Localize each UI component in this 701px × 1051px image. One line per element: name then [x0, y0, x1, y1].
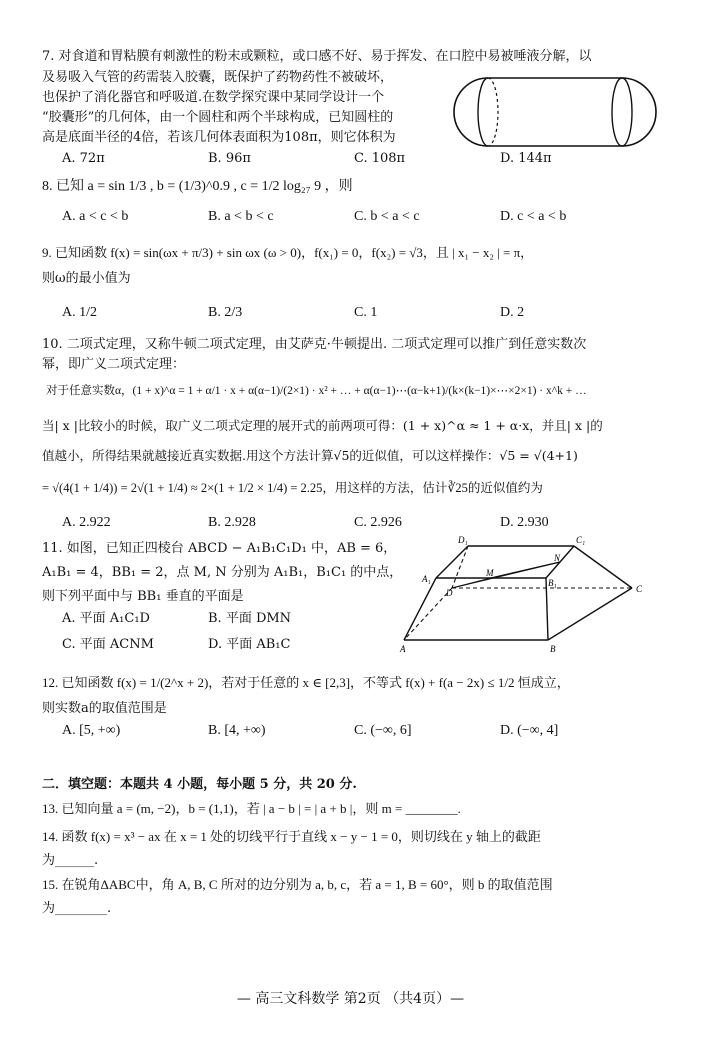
q11-line-2: A₁B₁ = 4，BB₁ = 2，点 M, N 分别为 A₁B₁，B₁C₁ 的中点，	[42, 565, 403, 580]
q11-line-3: 则下列平面中与 BB₁ 垂直的平面是	[42, 589, 244, 604]
label-b1: B₁	[548, 578, 557, 588]
q10-options	[62, 516, 646, 530]
q10-line-1: 10. 二项式定理，又称牛顿二项式定理，由艾萨克·牛顿提出. 二项式定理可以推广到任意实数次	[42, 337, 587, 352]
label-a1: A₁	[422, 574, 431, 584]
q12-option-d: D. (−∞, 4]	[500, 723, 559, 738]
q15-line-1: 15. 在锐角ΔABC中，角 A, B, C 所对的边分别为 a, b, c，若 a = 1, B = 60°，则 b 的取值范围	[42, 877, 553, 892]
section-fill-in-blank-heading: 二．填空题：本题共 4 小题，每小题 5 分，共 20 分.	[42, 777, 357, 792]
q10-option-b: B. 2.928	[208, 515, 256, 530]
q7-options	[62, 152, 646, 165]
q7-option-a: A. 72π	[62, 151, 105, 166]
q10-option-a: A. 2.922	[62, 515, 111, 530]
q9-stem-2: 则ω的最小值为	[42, 271, 131, 286]
q11-options-row-2	[62, 638, 354, 651]
q12-stem: 12. 已知函数 f(x) = 1/(2^x + 2)，若对于任意的 x ∈ [2,3]，不等式 f(x) + f(a − 2x) ≤ 1/2 恒成立，	[42, 675, 570, 690]
q7-line-4: “胶囊形”的几何体，由一个圆柱和两个半球构成，已知圆柱的	[42, 110, 394, 125]
q11-line-1: 11. 如图，已知正四棱台 ABCD − A₁B₁C₁D₁ 中，AB = 6，	[42, 541, 397, 556]
question-13: 13. 已知向量 a = (m, −2)，b = (1,1)，若 | a − b | = | a + b |，则 m = ________.	[42, 801, 461, 816]
q8-option-c: C. b < a < c	[354, 209, 420, 224]
q10-line-6: = √(4(1 + 1/4)) = 2√(1 + 1/4) ≈ 2×(1 + 1/2 × 1/4) = 2.25，用这样的方法，估计∛25的近似值约为	[42, 481, 543, 495]
q8-option-b: B. a < b < c	[208, 209, 274, 224]
q12-option-c: C. (−∞, 6]	[354, 723, 412, 738]
q9-option-a: A. 1/2	[62, 305, 97, 320]
q8-option-a: A. a < c < b	[62, 209, 129, 224]
label-b: B	[550, 644, 556, 654]
q10-option-d: D. 2.930	[500, 515, 549, 530]
q10-line-5: 值越小，所得结果就越接近真实数据.用这个方法计算√5的近似值，可以这样操作：√5 = √(4+1)	[42, 448, 578, 463]
label-c1: C₁	[576, 535, 586, 545]
label-n: N	[554, 553, 561, 563]
label-a: A	[400, 644, 406, 654]
page-footer: — 高三文科数学 第2页 （共4页）—	[236, 991, 465, 1007]
q12-option-a: A. [5, +∞)	[62, 723, 121, 738]
q9-option-d: D. 2	[500, 305, 525, 320]
q11-options-row-1	[62, 612, 354, 625]
q12-option-b: B. [4, +∞)	[208, 723, 266, 738]
q12-stem-2: 则实数a的取值范围是	[42, 701, 167, 716]
q11-option-a: A. 平面 A₁C₁D	[62, 611, 150, 626]
q10-line-4: 当| x |比较小的时候，取广义二项式定理的展开式的前两项可得：(1 + x)^α ≈ 1 + α·x，并且| x |的	[42, 418, 603, 433]
q9-option-c: C. 1	[354, 305, 378, 320]
q7-line-1: 7. 对食道和胃粘膜有刺激性的粉末或颗粒，或口感不好、易于挥发、在口腔中易被唾液分解，以	[42, 49, 592, 64]
q10-line-2: 幂，即广义二项式定理：	[42, 357, 186, 372]
q7-option-d: D. 144π	[500, 151, 552, 166]
label-d: D	[446, 588, 453, 598]
q9-stem: 9. 已知函数 f(x) = sin(ωx + π/3) + sin ωx (ω > 0)，f(x₁) = 0，f(x₂) = √3，且 | x₁ − x₂ | = π，	[42, 245, 534, 260]
q8-option-d: D. c < a < b	[500, 209, 567, 224]
q7-option-b: B. 96π	[208, 151, 251, 166]
q11-option-c: C. 平面 ACNM	[62, 637, 154, 652]
q7-line-2: 及易吸入气管的药需装入胶囊，既保护了药物药性不被破坏，	[42, 70, 394, 85]
q11-option-b: B. 平面 DMN	[208, 611, 292, 626]
frustum-figure	[396, 530, 652, 656]
q15-line-2: 为________.	[42, 901, 112, 916]
label-d1: D₁	[458, 535, 468, 545]
q7-line-3: 也保护了消化器官和呼吸道.在数学探究课中某同学设计一个	[42, 90, 385, 105]
q8-options	[62, 210, 646, 224]
capsule-figure	[450, 74, 660, 150]
q10-formula: 对于任意实数α，(1 + x)^α = 1 + α/1 · x + α(α−1)/(2×1) · x² + … + α(α−1)⋯(α−k+1)/(k×(k−1)×⋯×2×1) · x^k + …	[46, 385, 587, 397]
q9-options	[62, 306, 646, 320]
q7-option-c: C. 108π	[354, 151, 406, 166]
label-c: C	[636, 584, 643, 594]
q7-line-5: 高是底面半径的4倍，若该几何体表面积为108π，则它体积为	[42, 130, 396, 145]
q12-options	[62, 724, 646, 738]
q9-option-b: B. 2/3	[208, 305, 243, 320]
q8-stem: 8. 已知 a = sin 1/3 , b = (1/3)^0.9 , c = 1/2 log₂₇ 9 ，则	[42, 179, 353, 194]
q11-option-d: D. 平面 AB₁C	[208, 637, 291, 652]
label-m: M	[486, 568, 494, 578]
q10-option-c: C. 2.926	[354, 515, 402, 530]
q14-line-1: 14. 函数 f(x) = x³ − ax 在 x = 1 处的切线平行于直线 x − y − 1 = 0，则切线在 y 轴上的截距	[42, 829, 541, 844]
q14-line-2: 为______.	[42, 853, 99, 868]
